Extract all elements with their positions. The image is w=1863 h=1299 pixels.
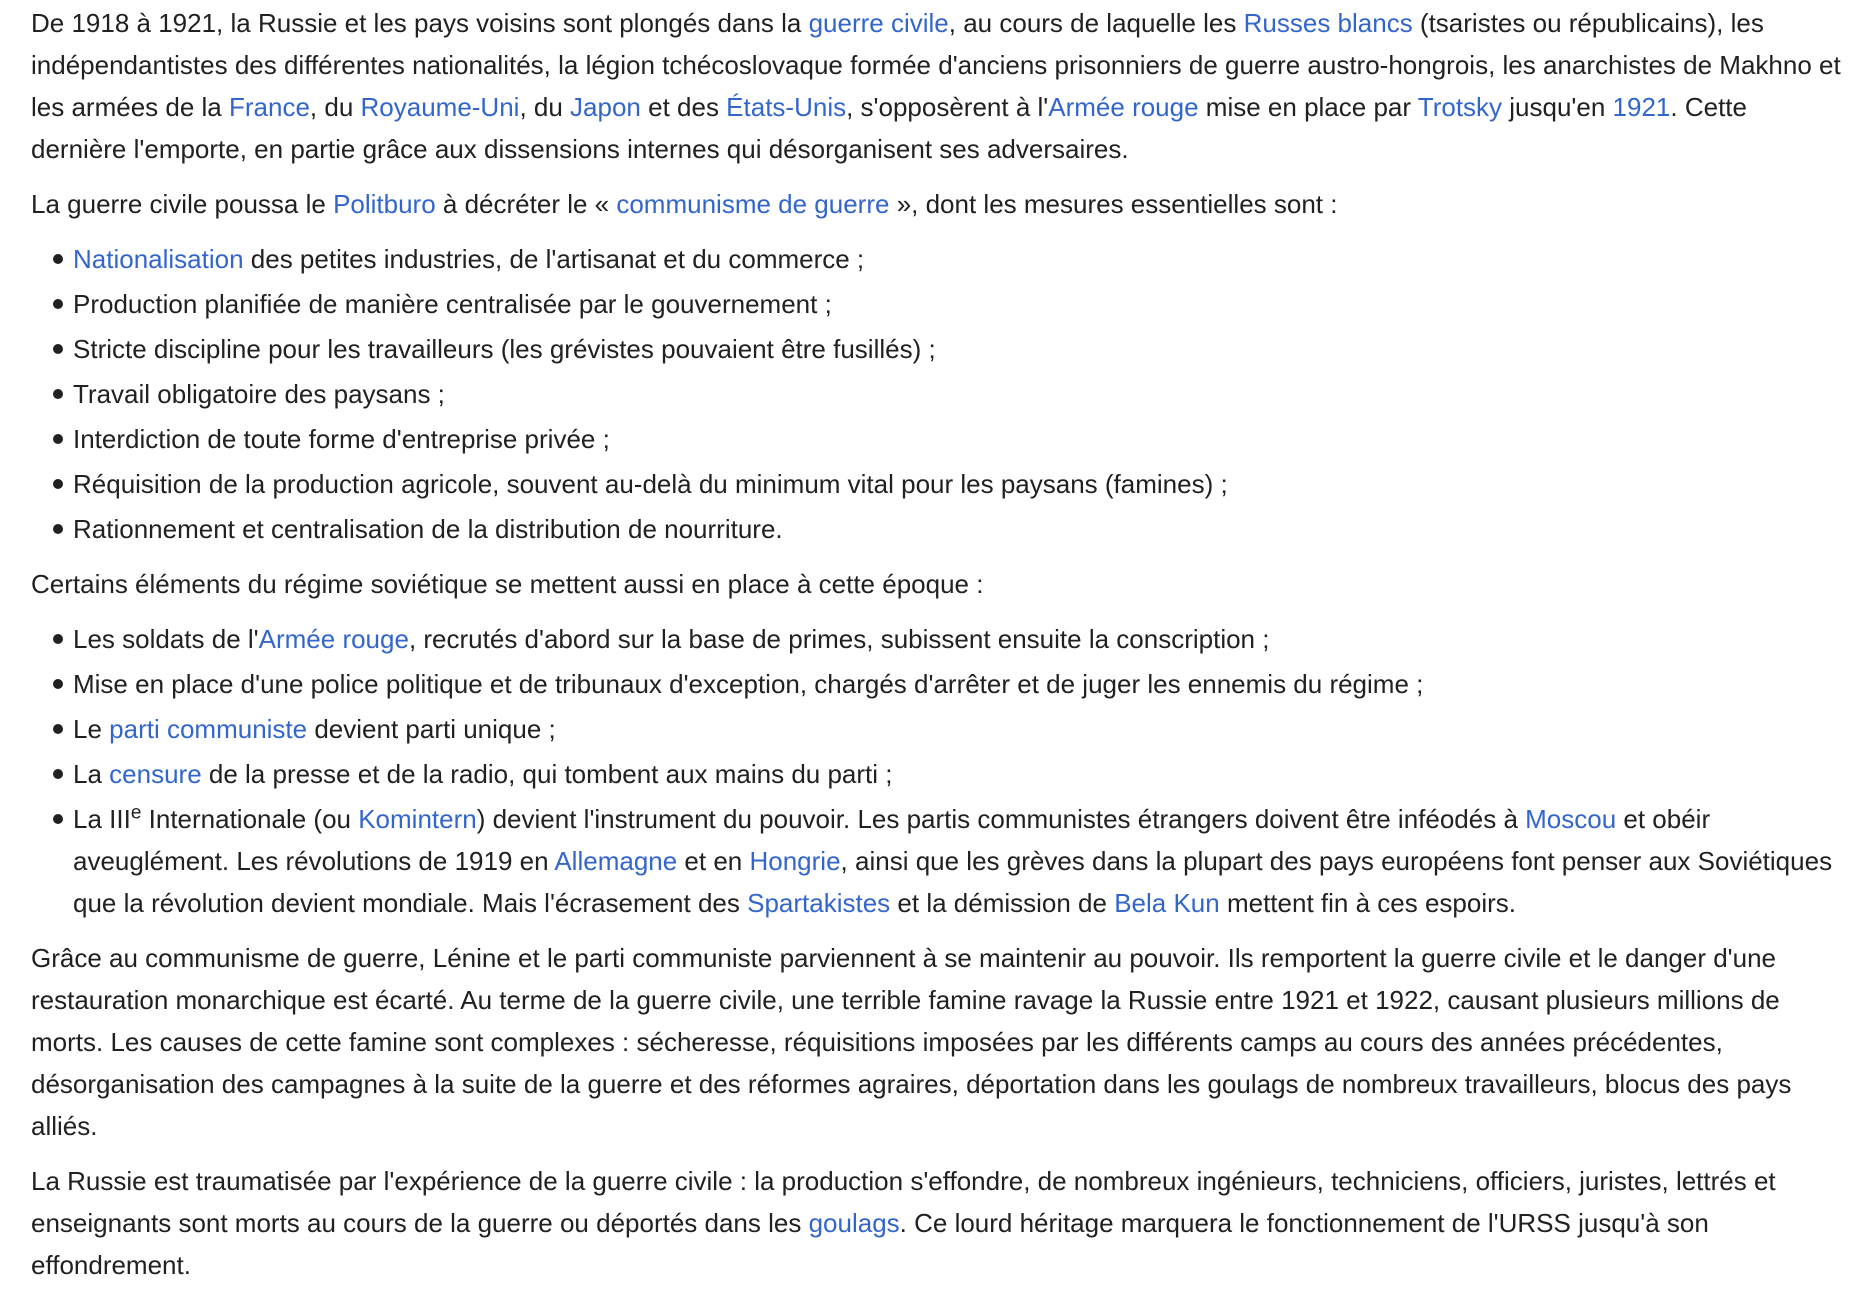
link-royaume-uni[interactable]: Royaume-Uni xyxy=(360,92,520,122)
list-item xyxy=(73,708,1843,750)
bullet-icon xyxy=(53,634,63,644)
text: La xyxy=(73,759,110,789)
bullet-icon xyxy=(53,524,63,534)
text: devient parti unique ; xyxy=(307,714,556,744)
link-goulags[interactable]: goulags xyxy=(808,1208,900,1238)
list-item xyxy=(73,508,1843,550)
list-war-communism-measures xyxy=(31,238,1843,550)
list-item xyxy=(73,463,1843,505)
bullet-icon xyxy=(53,254,63,264)
text: La Russie est traumatisée par l'expérience de la guerre civile : la production s'effondre, de nombreux ingénieurs, techniciens, officiers, juristes, lettrés et enseignants sont morts au cours de la guerre ou déportés dans les xyxy=(31,1166,1776,1238)
list-item xyxy=(73,328,1843,370)
text: Production planifiée de manière centralisée par le gouvernement ; xyxy=(73,289,832,319)
text: Interdiction de toute forme d'entreprise privée ; xyxy=(73,424,610,454)
superscript: e xyxy=(130,802,142,824)
link-moscou[interactable]: Moscou xyxy=(1525,804,1617,834)
text: , au cours de laquelle les xyxy=(948,8,1244,38)
text: et la démission de xyxy=(890,888,1115,918)
link-france[interactable]: France xyxy=(228,92,310,122)
list-item xyxy=(73,283,1843,325)
link-trotsky[interactable]: Trotsky xyxy=(1417,92,1503,122)
text: . Ce lourd héritage marquera le fonctionnement de l'URSS jusqu'à son effondrement. xyxy=(31,1208,1709,1280)
paragraph-soviet-elements xyxy=(31,563,1843,605)
list-item xyxy=(73,238,1843,280)
text: La III xyxy=(73,804,131,834)
text: Certains éléments du régime soviétique se mettent aussi en place à cette époque : xyxy=(31,569,984,599)
list-item xyxy=(73,373,1843,415)
text: , ainsi que les grèves dans la plupart des pays européens font penser aux Soviétiques que la révolution devient mondiale. Mais l'écrasement des xyxy=(73,846,1833,918)
text: La guerre civile poussa le xyxy=(31,189,334,219)
text: . Cette dernière l'emporte, en partie grâce aux dissensions internes qui désorganisent ses adversaires. xyxy=(31,92,1747,164)
bullet-icon xyxy=(53,434,63,444)
text: et obéir aveuglément. Les révolutions de 1919 en xyxy=(73,804,1711,876)
bullet-icon xyxy=(53,344,63,354)
paragraph-famine xyxy=(31,937,1843,1147)
text: Le xyxy=(73,714,110,744)
text: (tsaristes ou républicains), les indépendantistes des différentes nationalités, la légion tchécoslovaque formée d'anciens prisonniers de guerre austro-hongrois, les anarchistes de Makhno et les armées de la xyxy=(31,8,1841,122)
link-nationalisation[interactable]: Nationalisation xyxy=(73,244,244,274)
text: et en xyxy=(677,846,750,876)
link-guerre-civile[interactable]: guerre civile xyxy=(808,8,949,38)
paragraph-trauma xyxy=(31,1160,1843,1286)
text: à décréter le « xyxy=(435,189,617,219)
bullet-icon xyxy=(53,679,63,689)
text: jusqu'en xyxy=(1502,92,1613,122)
text: mettent fin à ces espoirs. xyxy=(1219,888,1516,918)
link-armee-rouge-2[interactable]: Armée rouge xyxy=(258,624,409,654)
text: des petites industries, de l'artisanat et du commerce ; xyxy=(243,244,865,274)
text: mise en place par xyxy=(1198,92,1418,122)
list-item xyxy=(73,418,1843,460)
link-communisme-de-guerre[interactable]: communisme de guerre xyxy=(616,189,890,219)
list-item xyxy=(73,618,1843,660)
text: , s'opposèrent à l' xyxy=(846,92,1049,122)
text: Les soldats de l' xyxy=(73,624,259,654)
link-japon[interactable]: Japon xyxy=(570,92,641,122)
link-parti-communiste[interactable]: parti communiste xyxy=(109,714,308,744)
text: , du xyxy=(519,92,571,122)
text: et des xyxy=(640,92,727,122)
link-armee-rouge[interactable]: Armée rouge xyxy=(1048,92,1199,122)
link-spartakistes[interactable]: Spartakistes xyxy=(747,888,891,918)
text: Travail obligatoire des paysans ; xyxy=(73,379,445,409)
paragraph-civil-war xyxy=(31,2,1843,170)
text: de la presse et de la radio, qui tombent aux mains du parti ; xyxy=(201,759,893,789)
bullet-icon xyxy=(53,769,63,779)
link-politburo[interactable]: Politburo xyxy=(333,189,436,219)
bullet-icon xyxy=(53,299,63,309)
list-soviet-regime-elements xyxy=(31,618,1843,924)
text: Mise en place d'une police politique et de tribunaux d'exception, chargés d'arrêter et de juger les ennemis du régime ; xyxy=(73,669,1424,699)
text: », dont les mesures essentielles sont : xyxy=(889,189,1338,219)
bullet-icon xyxy=(53,724,63,734)
link-censure[interactable]: censure xyxy=(109,759,202,789)
bullet-icon xyxy=(53,814,63,824)
link-russes-blancs[interactable]: Russes blancs xyxy=(1243,8,1413,38)
link-1921[interactable]: 1921 xyxy=(1612,92,1671,122)
text: ) devient l'instrument du pouvoir. Les partis communistes étrangers doivent être inféodés à xyxy=(476,804,1526,834)
text: , recrutés d'abord sur la base de primes, subissent ensuite la conscription ; xyxy=(408,624,1270,654)
text: Internationale (ou xyxy=(141,804,359,834)
link-komintern[interactable]: Komintern xyxy=(358,804,477,834)
link-hongrie[interactable]: Hongrie xyxy=(749,846,841,876)
list-item xyxy=(73,663,1843,705)
list-item xyxy=(73,753,1843,795)
bullet-icon xyxy=(53,389,63,399)
text: Rationnement et centralisation de la distribution de nourriture. xyxy=(73,514,783,544)
text: Stricte discipline pour les travailleurs (les grévistes pouvaient être fusillés) ; xyxy=(73,334,936,364)
list-item xyxy=(73,798,1843,924)
text: Réquisition de la production agricole, souvent au-delà du minimum vital pour les paysans (famines) ; xyxy=(73,469,1228,499)
link-etats-unis[interactable]: États-Unis xyxy=(726,92,847,122)
article-body xyxy=(31,2,1843,1299)
bullet-icon xyxy=(53,479,63,489)
text: Grâce au communisme de guerre, Lénine et le parti communiste parviennent à se maintenir au pouvoir. Ils remportent la guerre civile et le danger d'une restauration monarchique est écarté. Au terme de la guerre civile, une terrible famine ravage la Russie entre 1921 et 1922, causant plusieurs millions de morts. Les causes de cette famine sont complexes : sécheresse, réquisitions imposées par les différents camps au cours des années précédentes, désorganisation des campagnes à la suite de la guerre et des réformes agraires, déportation dans les goulags de nombreux travailleurs, blocus des pays alliés. xyxy=(31,943,1792,1141)
link-allemagne[interactable]: Allemagne xyxy=(554,846,678,876)
text: De 1918 à 1921, la Russie et les pays voisins sont plongés dans la xyxy=(31,8,809,38)
link-bela-kun[interactable]: Bela Kun xyxy=(1114,888,1220,918)
paragraph-war-communism xyxy=(31,183,1843,225)
text: , du xyxy=(309,92,361,122)
